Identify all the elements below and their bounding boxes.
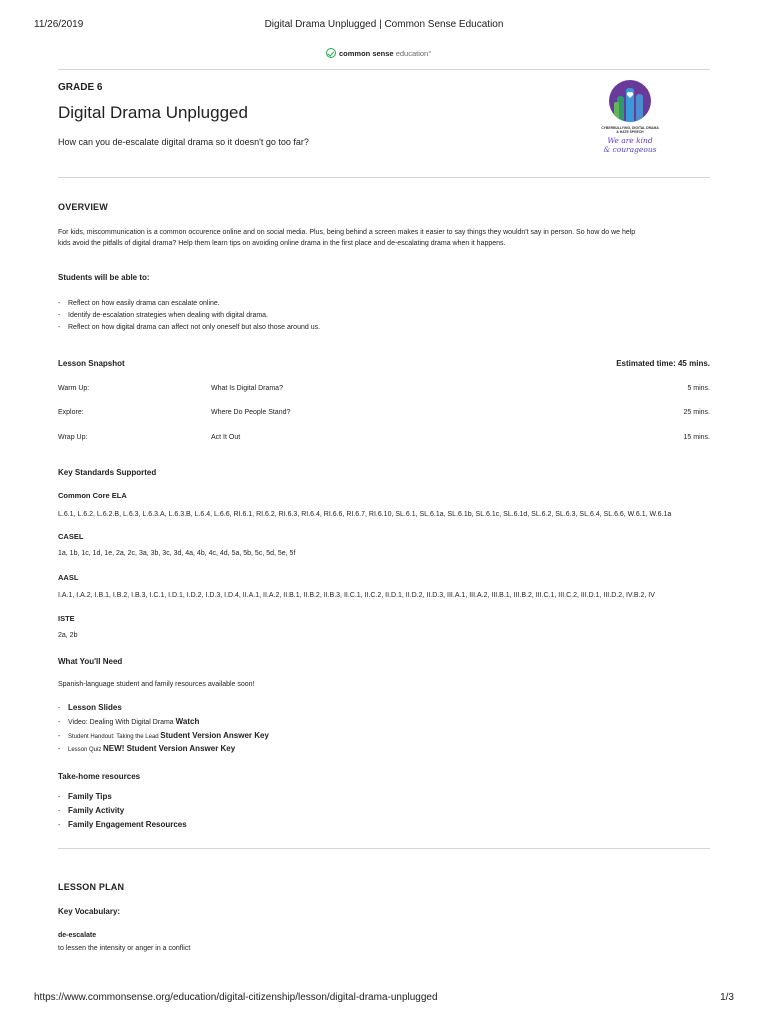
print-url: https://www.commonsense.org/education/digital-citizenship/lesson/digital-drama-unplugged [34, 992, 438, 1003]
standard-group-name: CASEL [58, 532, 84, 541]
topic-badge [590, 80, 670, 154]
essential-question: How can you de-escalate digital drama so it doesn't go too far? [58, 137, 309, 147]
page-title: Digital Drama Unplugged [58, 103, 248, 122]
overview-line-1: For kids, miscommunication is a common occurence online and on social media. Plus, being behind a screen makes it easier to say things they wouldn't say in person. So how do we help [58, 229, 636, 236]
overview-heading: OVERVIEW [58, 202, 108, 212]
vocab-definition: to lessen the intensity or anger in a conflict [58, 945, 191, 952]
standard-codes: 2a, 2b [58, 632, 78, 639]
hands-badge-icon [609, 80, 651, 122]
quiz-links[interactable]: NEW! Student Version Answer Key [103, 744, 236, 753]
objectives-heading: Students will be able to: [58, 273, 150, 282]
snapshot-time: 15 mins. [683, 434, 710, 441]
divider [58, 177, 710, 178]
divider [58, 69, 710, 70]
snapshot-time: 25 mins. [683, 409, 710, 416]
brand-mark: ° [428, 49, 432, 58]
standard-group-name: AASL [58, 573, 79, 582]
needs-heading: What You'll Need [58, 657, 123, 666]
snapshot-activity: Where Do People Stand? [211, 409, 291, 416]
snapshot-phase: Wrap Up: [58, 434, 88, 441]
check-circle-icon [326, 48, 336, 58]
standard-group-name: Common Core ELA [58, 491, 127, 500]
family-activity-link[interactable]: Family Activity [68, 806, 125, 815]
takehome-item [58, 805, 124, 817]
snapshot-phase: Warm Up: [58, 385, 90, 392]
resource-item [58, 743, 235, 756]
resource-prefix: Student Handout: Taking the Lead [68, 734, 161, 740]
snapshot-activity: What Is Digital Drama? [211, 385, 283, 392]
takehome-item [58, 791, 112, 803]
standard-group-name: ISTE [58, 614, 75, 623]
lesson-slides-link[interactable]: Lesson Slides [68, 703, 122, 712]
resource-item [58, 730, 269, 743]
takehome-heading: Take-home resources [58, 772, 141, 781]
badge-tag-line1: CYBERBULLYING, DIGITAL DRAMA [601, 126, 659, 130]
snapshot-time: 5 mins. [687, 385, 710, 392]
badge-script-line2: & courageous [603, 145, 657, 154]
standards-heading: Key Standards Supported [58, 468, 157, 477]
objective-item: - Reflect on how digital drama can affect not only oneself but also those around us. [58, 322, 320, 333]
standard-codes: L.6.1, L.6.2, L.6.2.B, L.6.3, L.6.3.A, L.6.3.B, L.6.4, L.6.6, RI.6.1, RI.6.2, RI.6.3, RI.6.4, RI.6.6, RI.6.7, RI.6.10, SL.6.1, SL.6.1a, SL.6.1b, SL.6.1c, SL.6.1d, SL.6.2, SL.6.3, SL.6.4, SL.6.6, W.6.1, W.6.1a [58, 511, 672, 518]
snapshot-heading: Lesson Snapshot [58, 359, 125, 368]
standard-codes: I.A.1, I.A.2, I.B.1, I.B.2, I.B.3, I.C.1, I.D.1, I.D.2, I.D.3, I.D.4, II.A.1, II.A.2, II.B.1, II.B.2, II.B.3, II.C.1, II.C.2, II.D.1, II.D.2, II.D.3, III.A.1, III.A.2, III.B.1, III.B.2, III.C.1, III.C.2, III.D.1, III.D.2, IV.B.2, IV [58, 592, 655, 599]
needs-note: Spanish-language student and family resources available soon! [58, 681, 255, 688]
resource-item [58, 716, 199, 728]
print-date: 11/26/2019 [34, 19, 84, 30]
takehome-item [58, 819, 187, 831]
objective-item: - Reflect on how easily drama can escalate online. [58, 298, 220, 309]
divider [58, 848, 710, 849]
brand-name-bold: common sense [339, 49, 394, 58]
print-page-title: Digital Drama Unplugged | Common Sense Education [264, 19, 504, 30]
overview-line-2: kids avoid the pitfalls of digital drama? Help them learn tips on avoiding online drama in the first place and de-escalating drama when it happens. [58, 240, 506, 247]
brand-logo[interactable] [326, 48, 431, 58]
family-tips-link[interactable]: Family Tips [68, 792, 112, 801]
brand-name-light: education [395, 49, 429, 58]
resource-prefix: Lesson Quiz [68, 747, 104, 753]
print-page-number: 1/3 [720, 992, 734, 1003]
family-engagement-link[interactable]: Family Engagement Resources [68, 820, 187, 829]
resource-prefix: Video: Dealing With Digital Drama [68, 719, 176, 726]
vocab-term: de-escalate [58, 932, 97, 939]
lesson-plan-heading: LESSON PLAN [58, 882, 125, 892]
vocab-heading: Key Vocabulary: [58, 907, 121, 916]
standard-codes: 1a, 1b, 1c, 1d, 1e, 2a, 2c, 3a, 3b, 3c, 3d, 4a, 4b, 4c, 4d, 5a, 5b, 5c, 5d, 5e, 5f [58, 550, 296, 557]
resource-item [58, 702, 122, 714]
snapshot-activity: Act It Out [211, 434, 241, 441]
badge-script-line1: We are kind [607, 136, 653, 145]
estimated-time: Estimated time: 45 mins. [616, 359, 710, 368]
video-watch-link[interactable]: Watch [175, 717, 200, 726]
grade-label: GRADE 6 [58, 82, 103, 93]
badge-tag-line2: & HATE SPEECH [616, 130, 644, 134]
snapshot-phase: Explore: [58, 409, 84, 416]
objective-item: - Identify de-escalation strategies when dealing with digital drama. [58, 310, 268, 321]
handout-links[interactable]: Student Version Answer Key [160, 731, 269, 740]
